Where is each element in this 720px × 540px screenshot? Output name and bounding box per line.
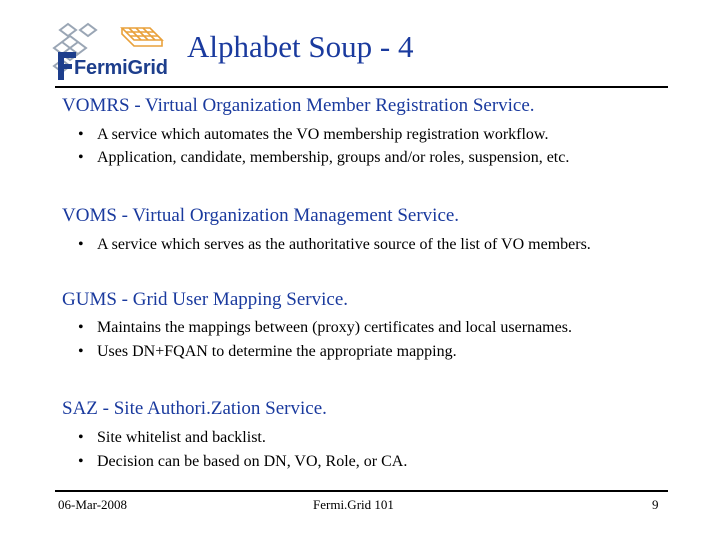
- footer-divider: [55, 490, 668, 492]
- slide-title: Alphabet Soup - 4: [187, 29, 414, 64]
- bullet-marker: •: [78, 453, 84, 470]
- bullet-text: Decision can be based on DN, VO, Role, or CA.: [97, 453, 408, 470]
- bullet-marker: •: [78, 236, 84, 253]
- bullet-text: Maintains the mappings between (proxy) certificates and local usernames.: [97, 319, 572, 336]
- footer-date: 06-Mar-2008: [58, 497, 128, 512]
- bullet-item: [78, 454, 407, 470]
- fermigrid-logo: [50, 22, 178, 84]
- bullet-item: [78, 150, 569, 166]
- footer-title: Fermi.Grid 101: [313, 497, 394, 512]
- section-heading-voms: VOMS - Virtual Organization Management Service.: [62, 205, 460, 226]
- section-heading-saz: SAZ - Site Authori.Zation Service.: [62, 398, 327, 419]
- bullet-marker: •: [78, 343, 84, 360]
- logo-text: FermiGrid: [74, 57, 168, 79]
- bullet-item: [78, 430, 266, 446]
- bullet-text: Application, candidate, membership, groups and/or roles, suspension, etc.: [97, 149, 570, 166]
- bullet-text: A service which serves as the authoritative source of the list of VO members.: [97, 236, 591, 253]
- bullet-text: Site whitelist and backlist.: [97, 429, 266, 446]
- bullet-marker: •: [78, 319, 84, 336]
- bullet-marker: •: [78, 429, 84, 446]
- bullet-item: [78, 127, 548, 143]
- bullet-text: A service which automates the VO membership registration workflow.: [97, 126, 549, 143]
- section-heading-gums: GUMS - Grid User Mapping Service.: [62, 289, 349, 310]
- bullet-item: [78, 320, 572, 336]
- section-heading-vomrs: VOMRS - Virtual Organization Member Registration Service.: [62, 95, 535, 116]
- page-number: 9: [652, 497, 659, 512]
- bullet-item: [78, 344, 457, 360]
- bullet-item: [78, 237, 591, 253]
- bullet-text: Uses DN+FQAN to determine the appropriate mapping.: [97, 343, 457, 360]
- title-divider: [55, 86, 668, 88]
- bullet-marker: •: [78, 126, 84, 143]
- bullet-marker: •: [78, 149, 84, 166]
